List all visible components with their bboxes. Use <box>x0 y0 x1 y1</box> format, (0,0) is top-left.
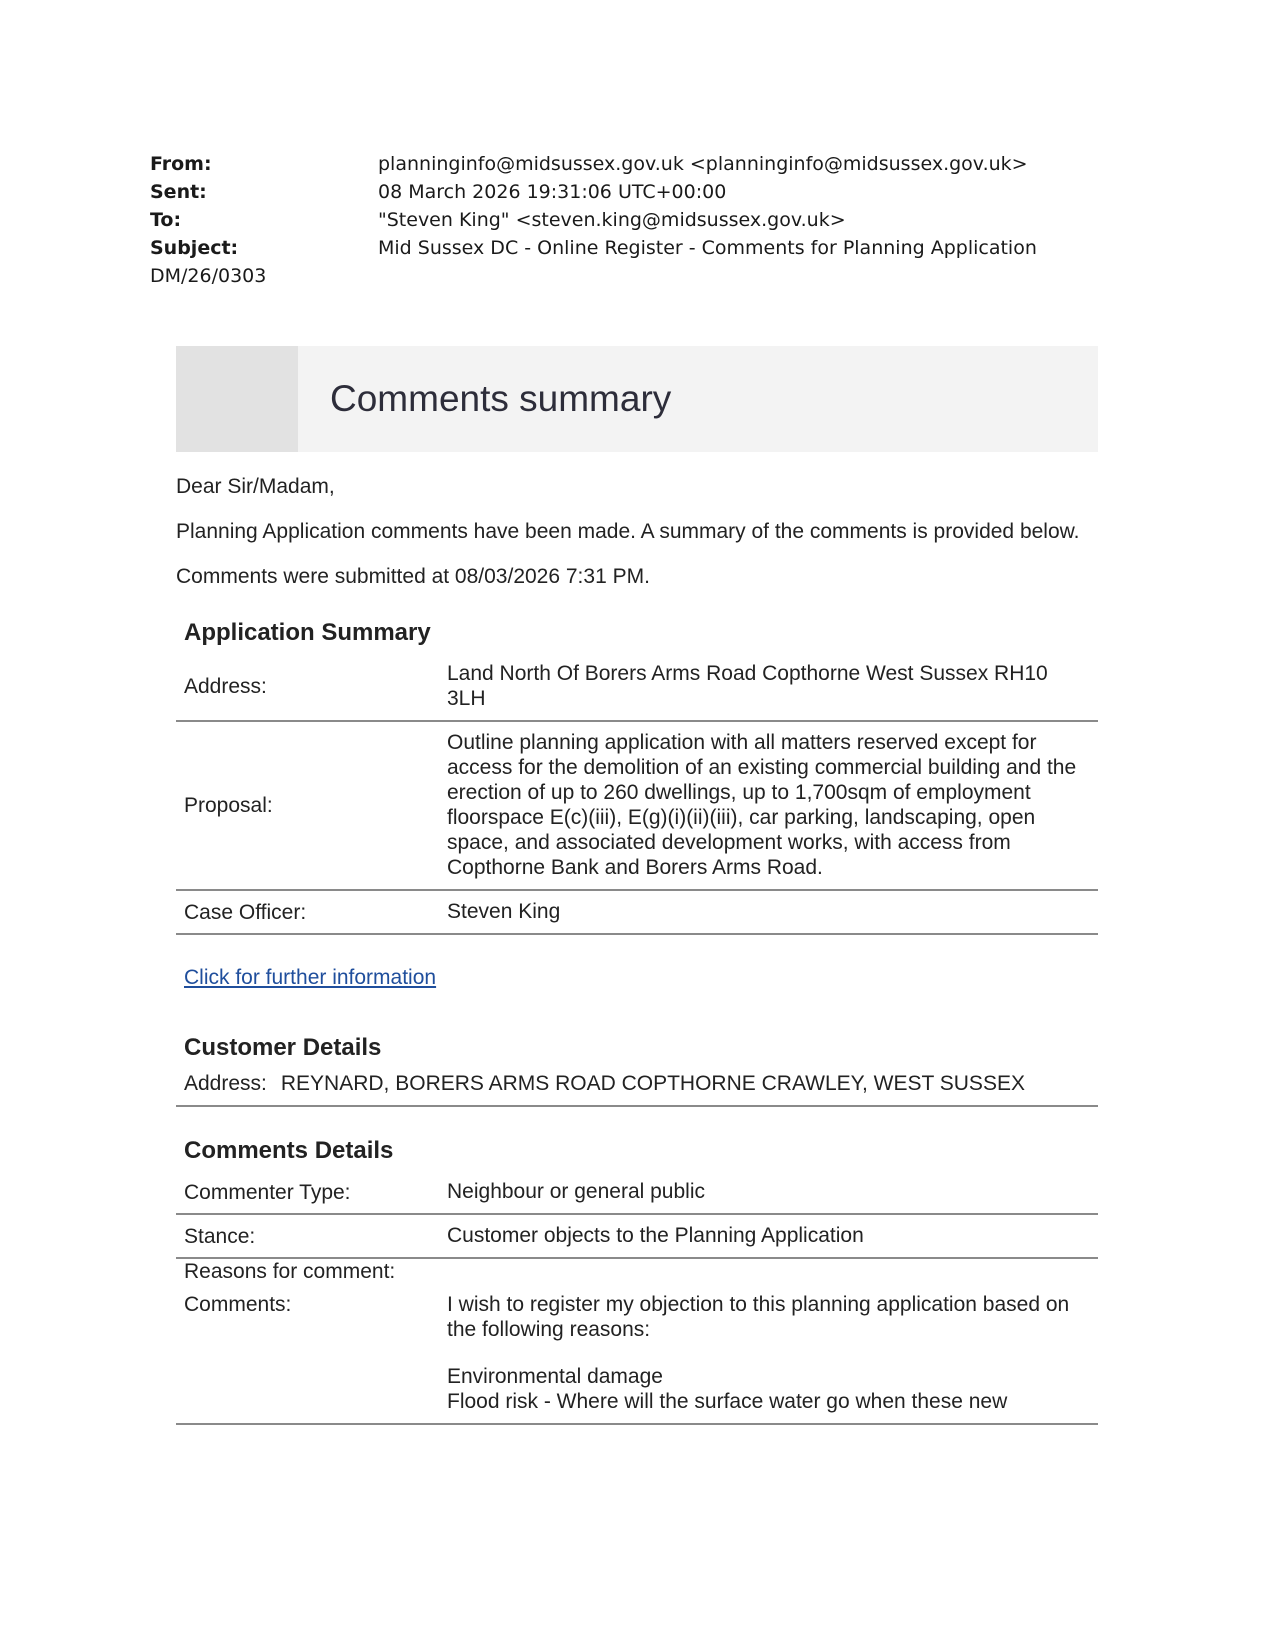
to-label: To: <box>150 209 182 231</box>
further-information-link[interactable]: Click for further information <box>184 966 437 989</box>
from-label: From: <box>150 153 212 175</box>
commenter-type-label: Commenter Type: <box>184 1180 351 1204</box>
commenter-type-value: Neighbour or general public <box>447 1180 705 1203</box>
comments-value <box>447 1284 1098 1423</box>
email-body <box>176 346 1098 1425</box>
comments-text-intro: I wish to register my objection to this planning application based on the following reasons: <box>447 1293 1070 1341</box>
stance-value: Customer objects to the Planning Application <box>447 1224 864 1247</box>
email-header <box>150 150 1110 290</box>
reasons-row <box>176 1259 1098 1284</box>
application-summary-table <box>176 653 1098 935</box>
intro-text: Planning Application comments have been made. A summary of the comments is provided below. <box>176 520 1080 543</box>
application-case-officer-row <box>176 891 1098 935</box>
application-address-value: Land North Of Borers Arms Road Copthorne West Sussex RH10 3LH <box>447 662 1048 710</box>
customer-details-heading: Customer Details <box>184 1034 382 1061</box>
from-value: planninginfo@midsussex.gov.uk <planninginfo@midsussex.gov.uk> <box>378 153 1028 175</box>
commenter-type-row <box>176 1171 1098 1215</box>
subject-row <box>150 234 1110 262</box>
from-row <box>150 150 1110 178</box>
comments-spacer <box>447 1342 1088 1364</box>
application-proposal-row <box>176 722 1098 891</box>
banner-title: Comments summary <box>330 378 672 419</box>
comments-text-line-1: Environmental damage <box>447 1365 663 1388</box>
subject-label: Subject: <box>150 237 239 259</box>
application-case-officer-label: Case Officer: <box>184 900 307 924</box>
submitted-text: Comments were submitted at 08/03/2026 7:31 PM. <box>176 565 650 588</box>
customer-address-row <box>176 1062 1098 1107</box>
stance-label: Stance: <box>184 1224 256 1248</box>
application-proposal-label: Proposal: <box>184 794 273 817</box>
application-address-label: Address: <box>184 675 267 698</box>
comments-details-heading: Comments Details <box>184 1137 394 1164</box>
comments-row <box>176 1284 1098 1425</box>
subject-value: Mid Sussex DC - Online Register - Comments for Planning Application <box>378 237 1037 259</box>
application-proposal-value: Outline planning application with all matters reserved except for access for the demolition of an existing commercial building and the erection of up to 260 dwellings, up to 1,700sqm of employment floorspace E(c)(iii), E(g)(i)(ii)(iii), car parking, landscaping, open space, and associated development works, with access from Copthorne Bank and Borers Arms Road. <box>447 731 1077 879</box>
application-address-row <box>176 653 1098 722</box>
sent-label: Sent: <box>150 181 207 203</box>
comments-label: Comments: <box>184 1293 292 1316</box>
greeting: Dear Sir/Madam, <box>176 475 335 498</box>
sent-value: 08 March 2026 19:31:06 UTC+00:00 <box>378 181 727 203</box>
further-info-wrap <box>176 965 1098 990</box>
stance-row <box>176 1215 1098 1259</box>
comments-text-line-2: Flood risk - Where will the surface water go when these new <box>447 1390 1008 1413</box>
to-row <box>150 206 1110 234</box>
application-case-officer-value: Steven King <box>447 900 561 923</box>
customer-address-label: Address: <box>184 1072 267 1095</box>
reasons-label: Reasons for comment: <box>184 1260 396 1283</box>
comments-details-table <box>176 1171 1098 1425</box>
to-value: "Steven King" <steven.king@midsussex.gov.uk> <box>378 209 846 231</box>
sent-row <box>150 178 1110 206</box>
banner-side-block <box>176 346 298 452</box>
customer-address-value: REYNARD, BORERS ARMS ROAD COPTHORNE CRAWLEY, WEST SUSSEX <box>280 1072 1025 1095</box>
comments-summary-banner <box>176 346 1098 452</box>
subject-value-continued: DM/26/0303 <box>150 265 267 287</box>
application-summary-heading: Application Summary <box>184 619 431 646</box>
reasons-value <box>447 1259 1098 1284</box>
